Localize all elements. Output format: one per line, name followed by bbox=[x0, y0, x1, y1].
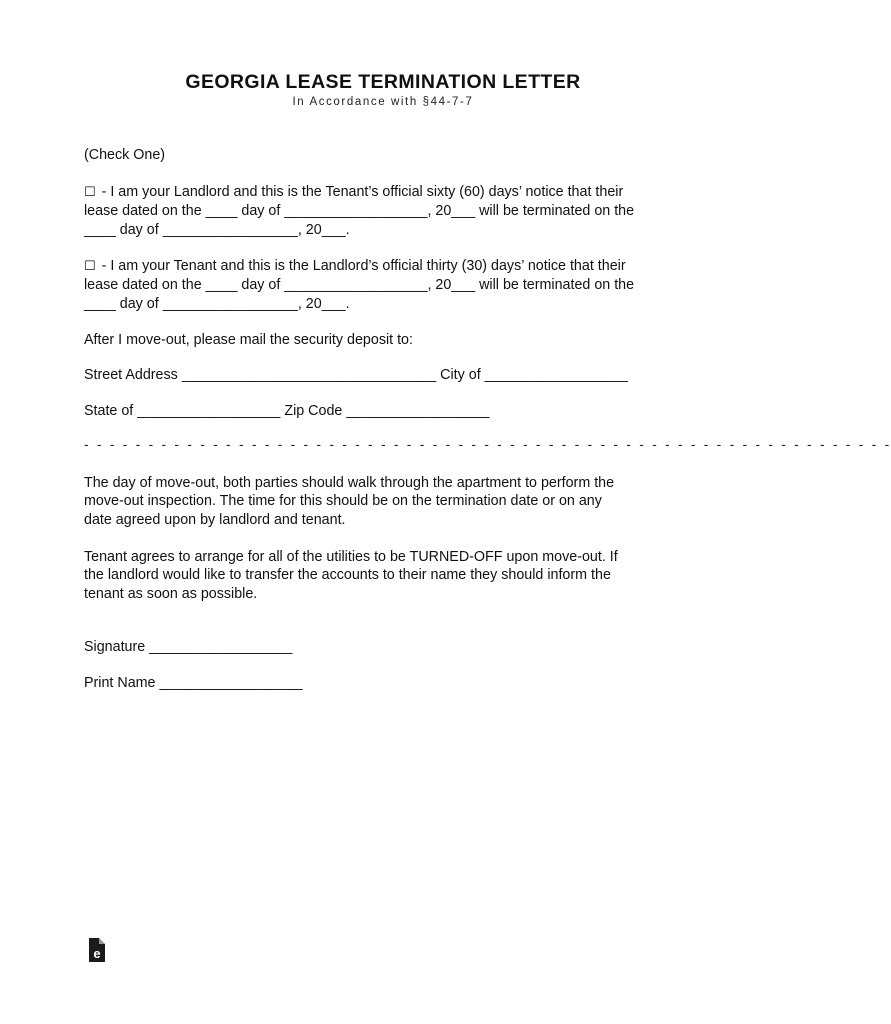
landlord-option bbox=[84, 183, 674, 239]
state-zip-line: State of __________________ Zip Code __________________ bbox=[84, 403, 490, 419]
street-address-line: Street Address ________________________________ City of __________________ bbox=[84, 367, 628, 383]
tenant-option bbox=[84, 257, 674, 313]
utilities-line-2: the landlord would like to transfer the accounts to their name they should inform the bbox=[84, 567, 611, 584]
e-logo-letter: e bbox=[93, 946, 101, 961]
document-subtitle: In Accordance with §44-7-7 bbox=[292, 96, 474, 108]
print-name-line: Print Name __________________ bbox=[84, 675, 303, 691]
landlord-option-line-2: lease dated on the ____ day of __________________, 20___ will be terminated on the bbox=[84, 203, 635, 220]
move-out-line-3: date agreed upon by landlord and tenant. bbox=[84, 511, 346, 528]
deposit-intro: After I move-out, please mail the security deposit to: bbox=[84, 332, 413, 348]
check-one-label: (Check One) bbox=[84, 147, 166, 163]
landlord-option-line-1 bbox=[84, 183, 674, 202]
landlord-option-line-3: ____ day of _________________, 20___. bbox=[84, 221, 350, 238]
tenant-option-line-3: ____ day of _________________, 20___. bbox=[84, 295, 350, 312]
landlord-option-text-1: - I am your Landlord and this is the Tenant’s official sixty (60) days’ notice that their bbox=[97, 184, 624, 200]
cut-separator: - - - - - - - - - - - - - - - - - - - - - - - - - - - - - - - - - - - - - - - - - - - - - - - - - - - - - - - - - - - - - - - bbox=[84, 436, 891, 452]
utilities-line-3: tenant as soon as possible. bbox=[84, 585, 258, 602]
move-out-paragraph bbox=[84, 474, 674, 529]
e-logo-icon bbox=[88, 938, 106, 962]
move-out-line-2: move-out inspection. The time for this should be on the termination date or on any bbox=[84, 493, 602, 510]
document-title: GEORGIA LEASE TERMINATION LETTER bbox=[185, 71, 581, 93]
tenant-option-text-1: - I am your Tenant and this is the Landlord’s official thirty (30) days’ notice that their bbox=[97, 258, 626, 274]
landlord-checkbox[interactable]: ☐ bbox=[84, 185, 96, 200]
tenant-checkbox[interactable]: ☐ bbox=[84, 259, 96, 274]
utilities-line-1: Tenant agrees to arrange for all of the utilities to be TURNED-OFF upon move-out. If bbox=[84, 549, 618, 565]
utilities-paragraph bbox=[84, 548, 674, 603]
tenant-option-line-2: lease dated on the ____ day of __________________, 20___ will be terminated on the bbox=[84, 277, 635, 294]
e-logo-fold bbox=[99, 938, 105, 944]
signature-line: Signature __________________ bbox=[84, 639, 293, 655]
move-out-line-1: The day of move-out, both parties should walk through the apartment to perform the bbox=[84, 475, 615, 491]
tenant-option-line-1 bbox=[84, 257, 674, 276]
